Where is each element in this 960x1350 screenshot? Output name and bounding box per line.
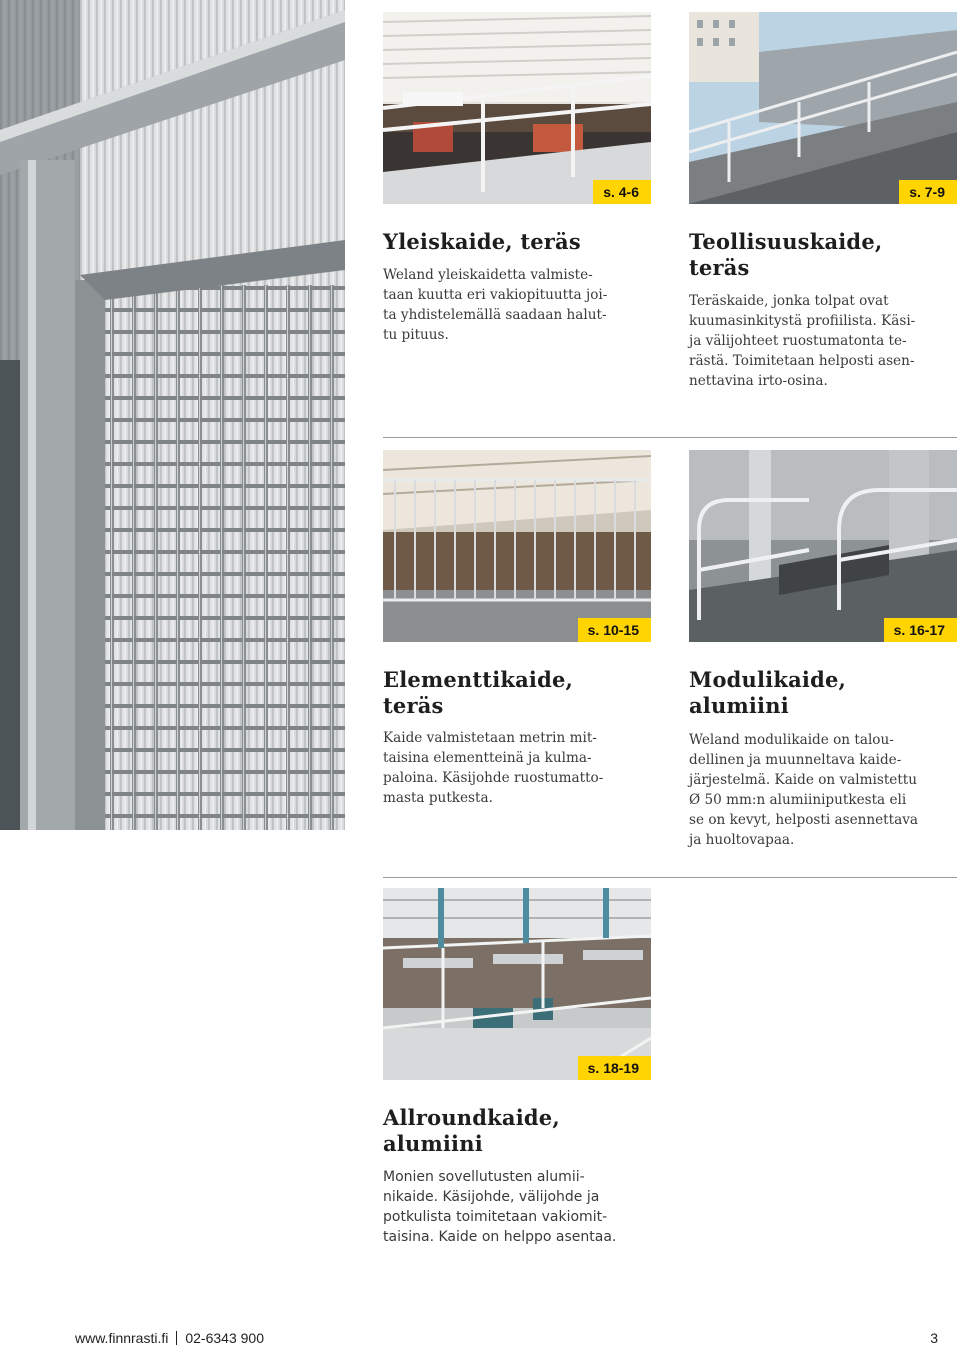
card-title: Elementtikaide, teräs — [383, 667, 574, 718]
card-title: Allroundkaide, alumiini — [383, 1105, 560, 1156]
page-ref-badge: s. 18-19 — [578, 1056, 651, 1080]
page-ref-badge: s. 10-15 — [578, 618, 651, 642]
card-description: Kaide valmistetaan metrin mit- taisina elementteinä ja kulma- paloina. Käsijohde ruostumatto- masta putkesta. — [383, 730, 604, 806]
card-description: Weland modulikaide on talou- dellinen ja muunneltava kaide- järjestelmä. Kaide on valmistettu Ø 50 mm:n alumiiniputkesta eli se on kevyt, helposti asennettava ja huoltovapaa. — [689, 732, 918, 848]
photo-elementtikaide — [383, 450, 651, 642]
card-description: Monien sovellutusten alumii- nikaide. Käsijohde, välijohde ja potkulista toimitetaan vakiomit- taisina. Kaide on helppo asentaa. — [383, 1169, 617, 1245]
hero-photo-mesh-railing — [0, 0, 345, 830]
divider — [383, 437, 957, 438]
divider — [383, 877, 957, 878]
card-title: Teollisuuskaide, teräs — [689, 229, 883, 280]
photo-modulikaide — [689, 450, 957, 642]
footer-phone: 02-6343 900 — [185, 1330, 264, 1346]
page-footer — [75, 1330, 938, 1350]
photo-teollisuuskaide — [689, 12, 957, 204]
photo-allroundkaide — [383, 888, 651, 1080]
card-description: Weland yleiskaidetta valmiste- taan kuutta eri vakiopituutta joi- ta yhdistelemällä saadaan halut- tu pituus. — [383, 267, 608, 343]
footer-website-link[interactable]: www.finnrasti.fi — [75, 1330, 169, 1346]
footer-separator — [176, 1331, 177, 1345]
page-ref-badge: s. 4-6 — [593, 180, 651, 204]
page-ref-badge: s. 7-9 — [899, 180, 957, 204]
card-title: Modulikaide, alumiini — [689, 667, 847, 718]
page-number: 3 — [930, 1330, 938, 1346]
card-description: Teräskaide, jonka tolpat ovat kuumasinkitystä profiilista. Käsi- ja välijohteet ruostumatonta te- rästä. Toimitetaan helposti asen- nettavina irto-osina. — [689, 293, 916, 389]
photo-yleiskaide — [383, 12, 651, 204]
card-title: Yleiskaide, teräs — [383, 229, 581, 254]
page-ref-badge: s. 16-17 — [884, 618, 957, 642]
